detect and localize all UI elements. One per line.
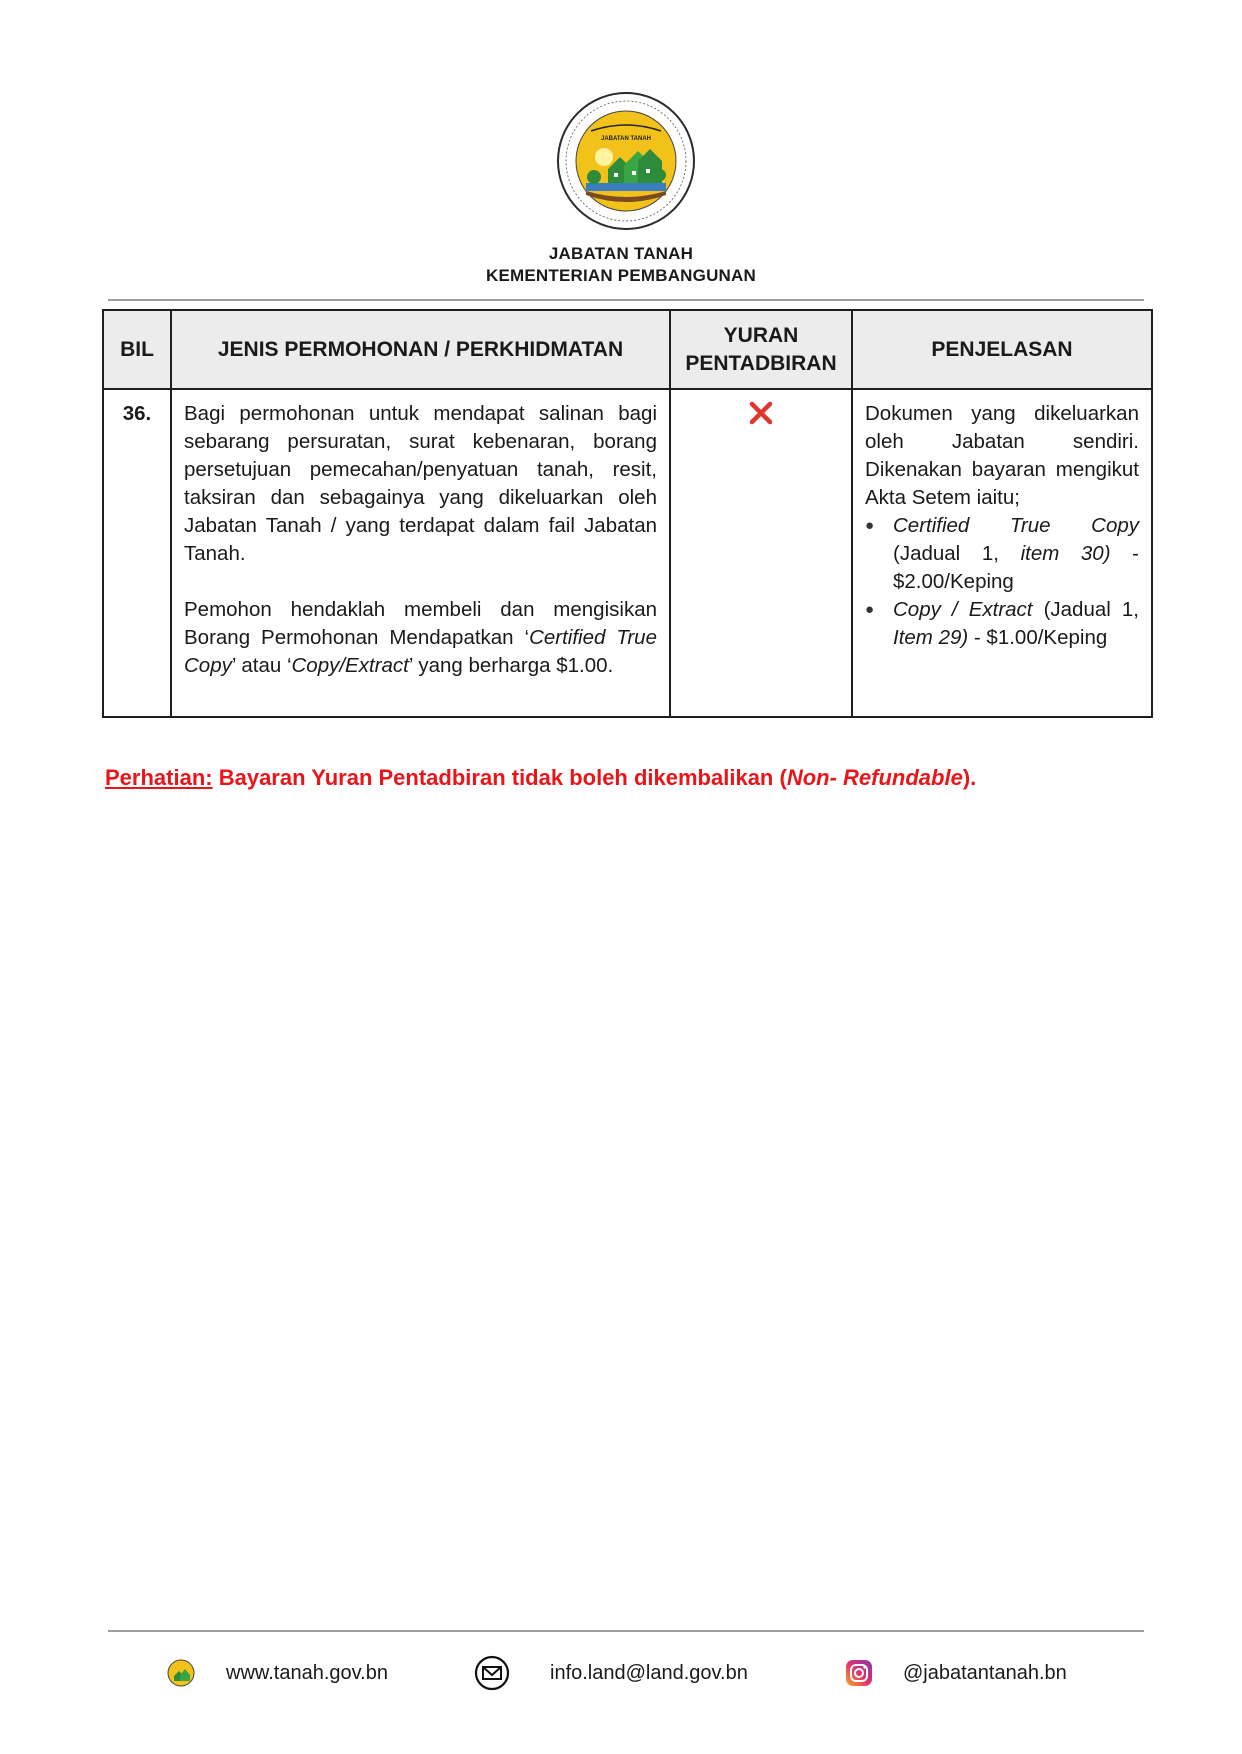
jenis-paragraph-1: Bagi permohonan untuk mendapat salinan bagi sebarang persuratan, surat kebenaran, borang persetujuan pemecahan/penyatuan tanah, resit, taksiran dan sebagainya yang dikeluarkan oleh Jabatan Tanah / yang terdapat dalam fail Jabatan Tanah.: [184, 402, 657, 565]
header-title: JABATAN TANAH: [548, 244, 694, 263]
header-subtitle: KEMENTERIAN PEMBANGUNAN: [486, 266, 756, 285]
column-header-jenis: JENIS PERMOHONAN / PERKHIDMATAN: [171, 310, 670, 389]
list-item: ● Copy / Extract (Jadual 1, Item 29) - $1.00/Keping: [893, 596, 1139, 652]
column-header-yuran: YURAN PENTADBIRAN: [670, 310, 852, 389]
footer-website[interactable]: [166, 1655, 388, 1691]
jabatan-tanah-small-logo-icon: [166, 1658, 196, 1688]
footer-instagram[interactable]: [845, 1655, 1067, 1691]
row-bil: 36.: [103, 389, 171, 717]
table-row: [103, 389, 1152, 717]
jabatan-tanah-logo: [556, 91, 696, 231]
jenis-paragraph-2: Pemohon hendaklah membeli dan mengisikan Borang Permohonan Mendapatkan ‘Certified True Copy’ atau ‘Copy/Extract’ yang berharga $1.00.: [184, 598, 657, 677]
svg-text:JABATAN TANAH: JABATAN TANAH: [601, 136, 651, 142]
cross-mark-icon: [748, 400, 774, 426]
table-header-row: [103, 310, 1152, 389]
instagram-icon: [845, 1659, 873, 1687]
notice: Perhatian: Bayaran Yuran Pentadbiran tidak boleh dikembalikan (Non- Refundable).: [105, 765, 977, 790]
list-item: ● Certified True Copy (Jadual 1, item 30) - $2.00/Keping: [893, 512, 1139, 596]
row-penjelasan: [852, 389, 1152, 717]
row-jenis: [171, 389, 670, 717]
footer-divider: [108, 1630, 1144, 1632]
column-header-penjelasan: PENJELASAN: [852, 310, 1152, 389]
mail-icon: [474, 1655, 510, 1691]
penjelasan-list: [865, 512, 1139, 652]
header-divider: [108, 299, 1144, 301]
notice-label: Perhatian:: [105, 765, 213, 790]
column-header-bil: BIL: [103, 310, 171, 389]
email-link[interactable]: info.land@land.gov.bn: [550, 1661, 748, 1684]
website-link[interactable]: www.tanah.gov.bn: [226, 1661, 388, 1684]
fees-table: [102, 309, 1153, 718]
row-yuran: [670, 389, 852, 717]
footer-email[interactable]: [474, 1655, 748, 1691]
instagram-handle[interactable]: @jabatantanah.bn: [903, 1661, 1067, 1684]
penjelasan-intro: Dokumen yang dikeluarkan oleh Jabatan sendiri. Dikenakan bayaran mengikut Akta Setem iaitu;: [865, 402, 1139, 509]
